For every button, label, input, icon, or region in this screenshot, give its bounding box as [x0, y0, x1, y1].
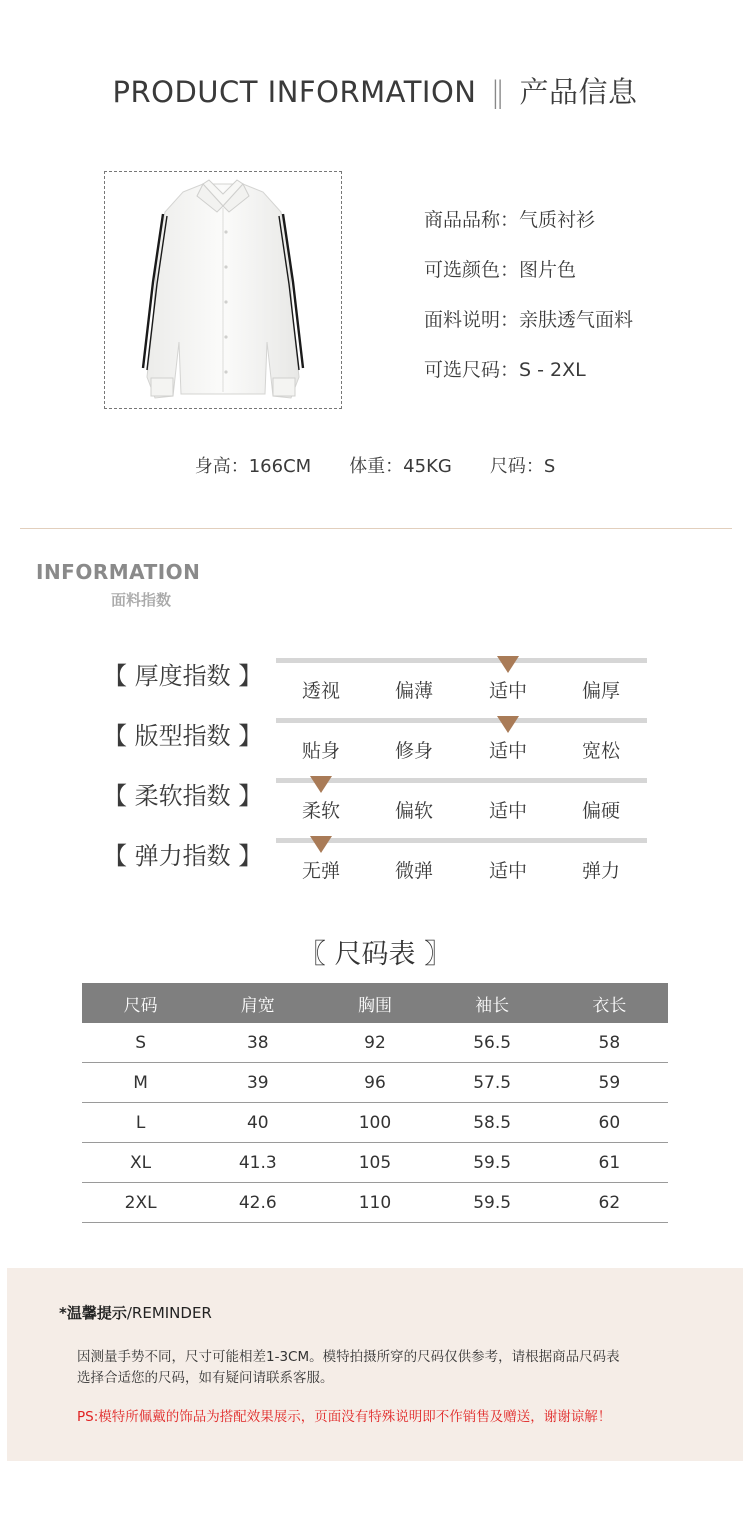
index-option: 适中 [488, 680, 527, 702]
index-marker [310, 776, 332, 793]
index-option: 无弹 [301, 860, 340, 882]
table-cell: 38 [199, 1023, 316, 1063]
table-cell: 92 [316, 1023, 433, 1063]
index-marker [497, 716, 519, 733]
table-cell: 96 [316, 1063, 433, 1103]
table-cell: 105 [316, 1143, 433, 1183]
table-cell: 57.5 [434, 1063, 551, 1103]
size-table-title: 〖 尺码表 〗 [298, 939, 452, 970]
reminder-ps: PS:模特所佩戴的饰品为搭配效果展示，页面没有特殊说明即不作销售及赠送，谢谢谅解！ [77, 1409, 612, 1425]
table-cell: 59.5 [434, 1183, 551, 1223]
index-option: 偏硬 [581, 800, 620, 822]
table-row [82, 1143, 668, 1183]
table-cell: 41.3 [199, 1143, 316, 1183]
table-row [82, 1023, 668, 1063]
table-cell: 60 [551, 1103, 668, 1143]
title-cn: 产品信息 [519, 75, 638, 109]
index-option: 宽松 [581, 740, 620, 762]
model-weight: 体重：45KG [349, 456, 452, 477]
reminder-line: 因测量手势不同，尺寸可能相差1-3CM。模特拍摄所穿的尺码仅供参考，请根据商品尺码表 [77, 1349, 620, 1365]
index-option: 适中 [488, 740, 527, 762]
index-option: 柔软 [301, 800, 340, 822]
spec-fabric [424, 305, 633, 332]
table-cell: 58 [551, 1023, 668, 1063]
product-image [104, 171, 342, 409]
table-header: 衣长 [551, 983, 668, 1023]
model-size: 尺码：S [489, 456, 556, 477]
spec-value: 图片色 [519, 259, 577, 281]
table-cell: 2XL [82, 1183, 199, 1223]
model-height: 身高：166CM [194, 456, 312, 477]
index-bar [276, 658, 647, 663]
index-option: 贴身 [301, 740, 340, 762]
reminder-line: 选择合适您的尺码，如有疑问请联系客服。 [77, 1370, 334, 1386]
index-option: 弹力 [581, 860, 620, 882]
table-cell: XL [82, 1143, 199, 1183]
table-cell: 59.5 [434, 1143, 551, 1183]
index-option: 偏薄 [394, 680, 433, 702]
table-cell: 59 [551, 1063, 668, 1103]
table-cell: 61 [551, 1143, 668, 1183]
spec-label: 商品品称： [424, 209, 520, 231]
reminder-title [59, 1302, 212, 1323]
table-header: 尺码 [82, 983, 199, 1023]
page-title [0, 70, 750, 111]
table-cell: M [82, 1063, 199, 1103]
info-title-cn: 面料指数 [111, 591, 172, 609]
shirt-illustration [105, 172, 341, 408]
index-option: 微弹 [394, 860, 433, 882]
title-separator: ‖ [490, 75, 506, 109]
table-cell: L [82, 1103, 199, 1143]
table-header: 胸围 [316, 983, 433, 1023]
spec-value: S - 2XL [519, 359, 586, 381]
spec-value: 气质衬衫 [519, 209, 596, 231]
table-header: 肩宽 [199, 983, 316, 1023]
spec-sizes [424, 355, 586, 382]
table-cell: 40 [199, 1103, 316, 1143]
index-option: 修身 [394, 740, 433, 762]
spec-label: 面料说明： [424, 309, 520, 331]
spec-name [424, 205, 595, 232]
table-cell: 110 [316, 1183, 433, 1223]
table-row [82, 1183, 668, 1223]
spec-value: 亲肤透气面料 [519, 309, 634, 331]
table-cell: 56.5 [434, 1023, 551, 1063]
table-row [82, 1063, 668, 1103]
title-en: PRODUCT INFORMATION [112, 75, 477, 109]
index-option: 适中 [488, 800, 527, 822]
index-option: 偏厚 [581, 680, 620, 702]
size-table [82, 983, 668, 1223]
index-label: 【 版型指数 】 [103, 722, 263, 750]
reminder-title-en: /REMINDER [126, 1304, 212, 1322]
table-cell: 58.5 [434, 1103, 551, 1143]
table-cell: 62 [551, 1183, 668, 1223]
table-cell: 42.6 [199, 1183, 316, 1223]
table-header-row [82, 983, 668, 1023]
index-bar [276, 718, 647, 723]
spec-color [424, 255, 576, 282]
index-option: 偏软 [394, 800, 433, 822]
spec-label: 可选颜色： [424, 259, 520, 281]
index-label: 【 柔软指数 】 [103, 782, 263, 810]
table-row [82, 1103, 668, 1143]
index-label: 【 弹力指数 】 [103, 842, 263, 870]
table-cell: S [82, 1023, 199, 1063]
index-option: 适中 [488, 860, 527, 882]
table-header: 袖长 [434, 983, 551, 1023]
section-divider [20, 528, 732, 529]
info-title-en: INFORMATION [36, 560, 201, 584]
table-cell: 100 [316, 1103, 433, 1143]
spec-label: 可选尺码： [424, 359, 520, 381]
index-marker [497, 656, 519, 673]
model-info [0, 452, 750, 478]
reminder-title-cn: *温馨提示 [59, 1304, 127, 1322]
index-label: 【 厚度指数 】 [103, 662, 263, 690]
index-marker [310, 836, 332, 853]
table-cell: 39 [199, 1063, 316, 1103]
index-option: 透视 [301, 680, 340, 702]
